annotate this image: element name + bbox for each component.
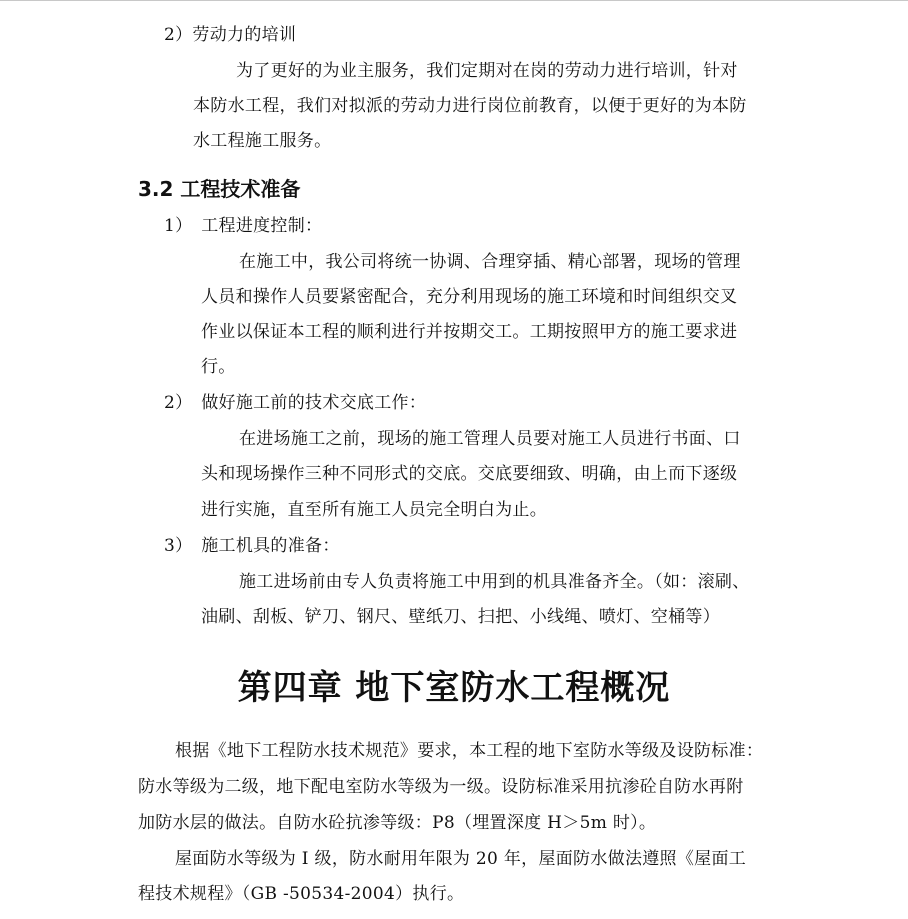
labor-training-heading: 2）劳动力的培训 <box>164 25 297 45</box>
page-top-border <box>0 0 908 1</box>
labor-training-line-3: 水工程施工服务。 <box>193 131 332 151</box>
chapter-4-line-5: 程技术规程》（GB -50534-2004）执行。 <box>138 884 465 904</box>
item-2-line-2: 头和现场操作三种不同形式的交底。交底要细致、明确，由上而下逐级 <box>201 464 738 484</box>
chapter-4-line-3: 加防水层的做法。自防水砼抗渗等级：P8（埋置深度 H＞5m 时）。 <box>138 813 657 833</box>
item-3-line-2: 油刷、刮板、铲刀、钢尺、壁纸刀、扫把、小线绳、喷灯、空桶等） <box>201 607 720 627</box>
chapter-4-line-4: 屋面防水等级为 I 级，防水耐用年限为 20 年，屋面防水做法遵照《屋面工 <box>175 849 747 869</box>
chapter-4-line-2: 防水等级为二级，地下配电室防水等级为一级。设防标准采用抗渗砼自防水再附 <box>138 777 744 797</box>
item-1-heading: 1） 工程进度控制： <box>164 216 323 236</box>
labor-training-line-1: 为了更好的为业主服务，我们定期对在岗的劳动力进行培训，针对 <box>236 61 738 81</box>
chapter-4-title: 第四章 地下室防水工程概况 <box>237 668 671 708</box>
labor-training-line-2: 本防水工程，我们对拟派的劳动力进行岗位前教育，以便于更好的为本防 <box>193 96 747 116</box>
chapter-4-line-1: 根据《地下工程防水技术规范》要求，本工程的地下室防水等级及设防标准： <box>175 741 764 761</box>
item-3-heading: 3） 施工机具的准备： <box>164 536 340 556</box>
item-1-line-4: 行。 <box>201 357 236 377</box>
section-3-2-title: 3.2 工程技术准备 <box>138 177 301 201</box>
item-2-line-3: 进行实施，直至所有施工人员完全明白为止。 <box>201 500 547 520</box>
item-1-line-2: 人员和操作人员要紧密配合，充分利用现场的施工环境和时间组织交叉 <box>201 287 738 307</box>
item-1-line-1: 在施工中，我公司将统一协调、合理穿插、精心部署，现场的管理 <box>239 252 741 272</box>
item-2-line-1: 在进场施工之前，现场的施工管理人员要对施工人员进行书面、口 <box>239 429 741 449</box>
item-3-line-1: 施工进场前由专人负责将施工中用到的机具准备齐全。（如：滚刷、 <box>239 572 750 592</box>
item-2-heading: 2） 做好施工前的技术交底工作： <box>164 393 427 413</box>
item-1-line-3: 作业以保证本工程的顺利进行并按期交工。工期按照甲方的施工要求进 <box>201 322 738 342</box>
